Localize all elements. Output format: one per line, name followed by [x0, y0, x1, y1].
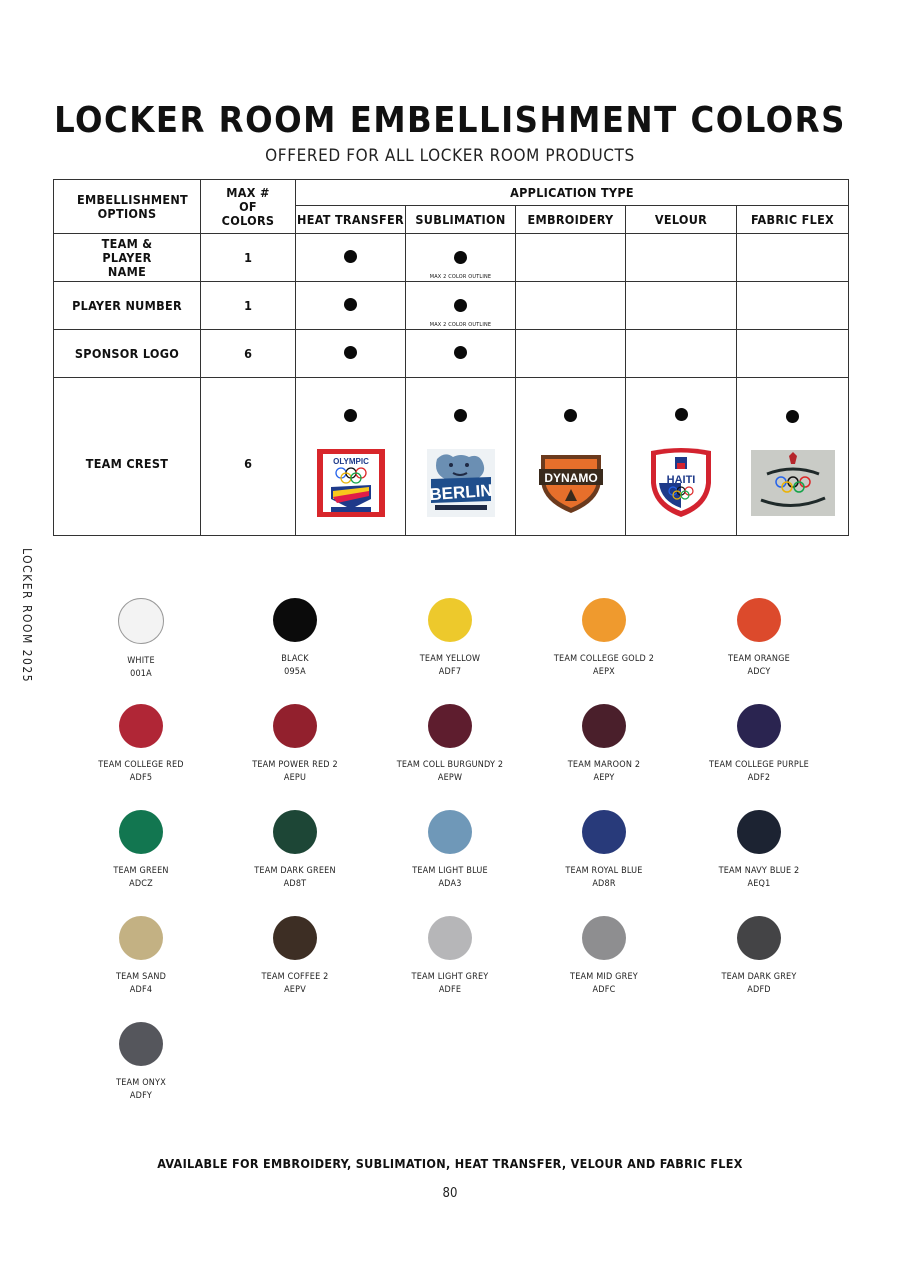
- row-label: SPONSOR LOGO: [54, 330, 201, 378]
- color-name: TEAM MID GREY: [570, 972, 638, 982]
- color-name: TEAM ONYX: [116, 1078, 166, 1088]
- color-name: TEAM COLLEGE RED: [98, 760, 184, 770]
- cell-embroidery: [516, 378, 626, 536]
- available-dot-icon: [454, 251, 467, 264]
- color-circle: [119, 704, 163, 748]
- row-label: TEAM CREST: [54, 378, 201, 536]
- crest-text: BERLIN: [428, 480, 493, 505]
- color-name: TEAM POWER RED 2: [252, 760, 338, 770]
- available-dot-icon: [454, 299, 467, 312]
- color-code: AEPV: [284, 985, 306, 995]
- color-swatch-team-onyx: [76, 1022, 206, 1103]
- color-circle: [273, 916, 317, 960]
- cell-heat-transfer: [296, 378, 406, 536]
- type-header-embroidery: EMBROIDERY: [516, 206, 626, 234]
- color-code: ADA3: [438, 879, 462, 889]
- available-dot-icon: [675, 408, 688, 421]
- color-swatch-team-orange: [694, 598, 824, 679]
- color-swatch-team-dark-grey: [694, 916, 824, 997]
- cell-velour: [626, 234, 737, 282]
- color-circle: [273, 810, 317, 854]
- cell-velour: [626, 378, 737, 536]
- color-name: TEAM LIGHT BLUE: [412, 866, 488, 876]
- color-circle: [119, 916, 163, 960]
- color-code: AD8T: [283, 879, 307, 889]
- color-circle: [582, 916, 626, 960]
- color-swatch-team-college-red: [76, 704, 206, 785]
- color-swatch-team-dark-green: [230, 810, 360, 891]
- color-name: TEAM ROYAL BLUE: [565, 866, 643, 876]
- color-swatch-team-college-gold-2: [539, 598, 669, 679]
- cell-heat-transfer: [296, 282, 406, 330]
- color-code: AEPY: [593, 773, 615, 783]
- color-name: TEAM LIGHT GREY: [411, 972, 489, 982]
- color-swatch-team-green: [76, 810, 206, 891]
- color-code: 095A: [284, 667, 306, 677]
- color-name: TEAM ORANGE: [728, 654, 790, 664]
- color-code: ADFE: [438, 985, 462, 995]
- color-code: ADF5: [129, 773, 153, 783]
- color-name: TEAM COLLEGE GOLD 2: [553, 654, 655, 664]
- color-code: ADF2: [747, 773, 771, 783]
- cell-fabric-flex: [737, 378, 849, 536]
- color-swatch-team-coffee-2: [230, 916, 360, 997]
- color-swatch-team-light-blue: [385, 810, 515, 891]
- cell-sublimation: [406, 378, 516, 536]
- color-swatch-black: [230, 598, 360, 679]
- cell-fabric-flex: [737, 234, 849, 282]
- application-type-header: APPLICATION TYPE: [296, 180, 849, 206]
- available-dot-icon: [344, 409, 357, 422]
- color-code: ADCZ: [129, 879, 153, 889]
- color-swatch-team-power-red-2: [230, 704, 360, 785]
- available-dot-icon: [454, 409, 467, 422]
- outline-note: MAX 2 COLOR OUTLINE: [429, 322, 492, 328]
- color-code: AEQ1: [747, 879, 771, 889]
- color-circle: [737, 810, 781, 854]
- color-name: TEAM DARK GREY: [721, 972, 797, 982]
- color-swatch-team-royal-blue: [539, 810, 669, 891]
- color-circle: [273, 598, 317, 642]
- color-name: TEAM SAND: [115, 972, 167, 982]
- crest-text: DYNAMO: [543, 471, 598, 485]
- available-dot-icon: [344, 346, 357, 359]
- color-swatch-team-sand: [76, 916, 206, 997]
- color-name: TEAM COLL BURGUNDY 2: [396, 760, 504, 770]
- color-code: ADF4: [129, 985, 153, 995]
- cell-heat-transfer: [296, 234, 406, 282]
- cell-sublimation: [406, 330, 516, 378]
- table-row-team-crest: [54, 378, 849, 536]
- color-name: TEAM YELLOW: [419, 654, 481, 664]
- type-header-velour: VELOUR: [626, 206, 737, 234]
- color-name: BLACK: [281, 654, 309, 664]
- table-row-player-number: [54, 282, 849, 330]
- max-colors-value: 1: [201, 282, 296, 330]
- color-swatch-team-maroon-2: [539, 704, 669, 785]
- color-code: AEPX: [593, 667, 615, 677]
- color-code: ADFY: [129, 1091, 153, 1101]
- type-header-fabric-flex: FABRIC FLEX: [737, 206, 849, 234]
- color-name: TEAM COLLEGE PURPLE: [708, 760, 810, 770]
- color-circle: [737, 916, 781, 960]
- max-colors-value: 6: [201, 330, 296, 378]
- color-swatch-team-college-purple: [694, 704, 824, 785]
- table-row-sponsor-logo: [54, 330, 849, 378]
- color-code: 001A: [130, 669, 152, 679]
- color-name: TEAM MAROON 2: [567, 760, 641, 770]
- cell-embroidery: [516, 330, 626, 378]
- embellishment-table: [53, 179, 849, 536]
- color-code: ADCY: [747, 667, 771, 677]
- color-name: TEAM NAVY BLUE 2: [718, 866, 800, 876]
- color-swatch-team-yellow: [385, 598, 515, 679]
- color-code: AD8R: [592, 879, 616, 889]
- type-header-heat-transfer: HEAT TRANSFER: [296, 206, 406, 234]
- olympic-committee-crest-fabric-flex-icon: [751, 450, 835, 516]
- cell-velour: [626, 330, 737, 378]
- color-circle: [582, 704, 626, 748]
- color-code: ADFD: [747, 985, 771, 995]
- color-name: TEAM COFFEE 2: [261, 972, 329, 982]
- olympic-crest-heat-transfer-icon: [317, 449, 385, 517]
- houston-dynamo-crest-embroidery-icon: [535, 449, 607, 517]
- color-code: ADF7: [438, 667, 462, 677]
- color-swatch-white: [76, 598, 206, 681]
- color-swatch-team-coll-burgundy-2: [385, 704, 515, 785]
- color-circle: [582, 598, 626, 642]
- cell-embroidery: [516, 282, 626, 330]
- color-circle: [737, 704, 781, 748]
- color-circle: [273, 704, 317, 748]
- available-dot-icon: [454, 346, 467, 359]
- color-circle: [582, 810, 626, 854]
- row-label: PLAYER NUMBER: [54, 282, 201, 330]
- page-subtitle: OFFERED FOR ALL LOCKER ROOM PRODUCTS: [265, 146, 635, 166]
- cell-sublimation: [406, 282, 516, 330]
- color-circle: [428, 598, 472, 642]
- side-label-text: LOCKER ROOM 2025: [20, 548, 34, 684]
- color-circle: [737, 598, 781, 642]
- side-section-label: [6, 548, 46, 684]
- page-number: 80: [442, 1186, 458, 1201]
- color-circle: [428, 704, 472, 748]
- cell-sublimation: [406, 234, 516, 282]
- cell-fabric-flex: [737, 330, 849, 378]
- max-colors-value: 1: [201, 234, 296, 282]
- table-header-row: [54, 180, 849, 206]
- available-dot-icon: [564, 409, 577, 422]
- crest-text: OLYMPIC: [332, 457, 369, 466]
- outline-note: MAX 2 COLOR OUTLINE: [429, 274, 492, 280]
- color-name: WHITE: [127, 656, 155, 666]
- color-swatch-team-light-grey: [385, 916, 515, 997]
- color-swatch-team-navy-blue-2: [694, 810, 824, 891]
- available-dot-icon: [786, 410, 799, 423]
- cell-heat-transfer: [296, 330, 406, 378]
- cell-fabric-flex: [737, 282, 849, 330]
- type-header-sublimation: SUBLIMATION: [406, 206, 516, 234]
- haiti-shield-crest-velour-icon: [647, 445, 715, 519]
- available-dot-icon: [344, 250, 357, 263]
- color-circle: [428, 810, 472, 854]
- options-column-header: EMBELLISHMENT OPTIONS: [54, 180, 201, 234]
- row-label: TEAM & PLAYER NAME: [54, 234, 201, 282]
- cell-embroidery: [516, 234, 626, 282]
- max-colors-column-header: MAX # OF COLORS: [201, 180, 296, 234]
- color-swatch-team-mid-grey: [539, 916, 669, 997]
- berlin-bear-crest-sublimation-icon: [427, 449, 495, 517]
- available-dot-icon: [344, 298, 357, 311]
- max-colors-value: 6: [201, 378, 296, 536]
- color-circle: [119, 810, 163, 854]
- availability-note: AVAILABLE FOR EMBROIDERY, SUBLIMATION, HEAT TRANSFER, VELOUR AND FABRIC FLEX: [157, 1156, 743, 1171]
- table-row-team-player-name: [54, 234, 849, 282]
- color-code: ADFC: [592, 985, 616, 995]
- crest-text: HAITI: [666, 473, 696, 486]
- color-circle: [118, 598, 164, 644]
- color-circle: [428, 916, 472, 960]
- color-name: TEAM GREEN: [113, 866, 169, 876]
- color-circle: [119, 1022, 163, 1066]
- color-code: AEPU: [283, 773, 307, 783]
- page-title: LOCKER ROOM EMBELLISHMENT COLORS: [54, 100, 846, 141]
- cell-velour: [626, 282, 737, 330]
- color-code: AEPW: [437, 773, 463, 783]
- color-name: TEAM DARK GREEN: [254, 866, 336, 876]
